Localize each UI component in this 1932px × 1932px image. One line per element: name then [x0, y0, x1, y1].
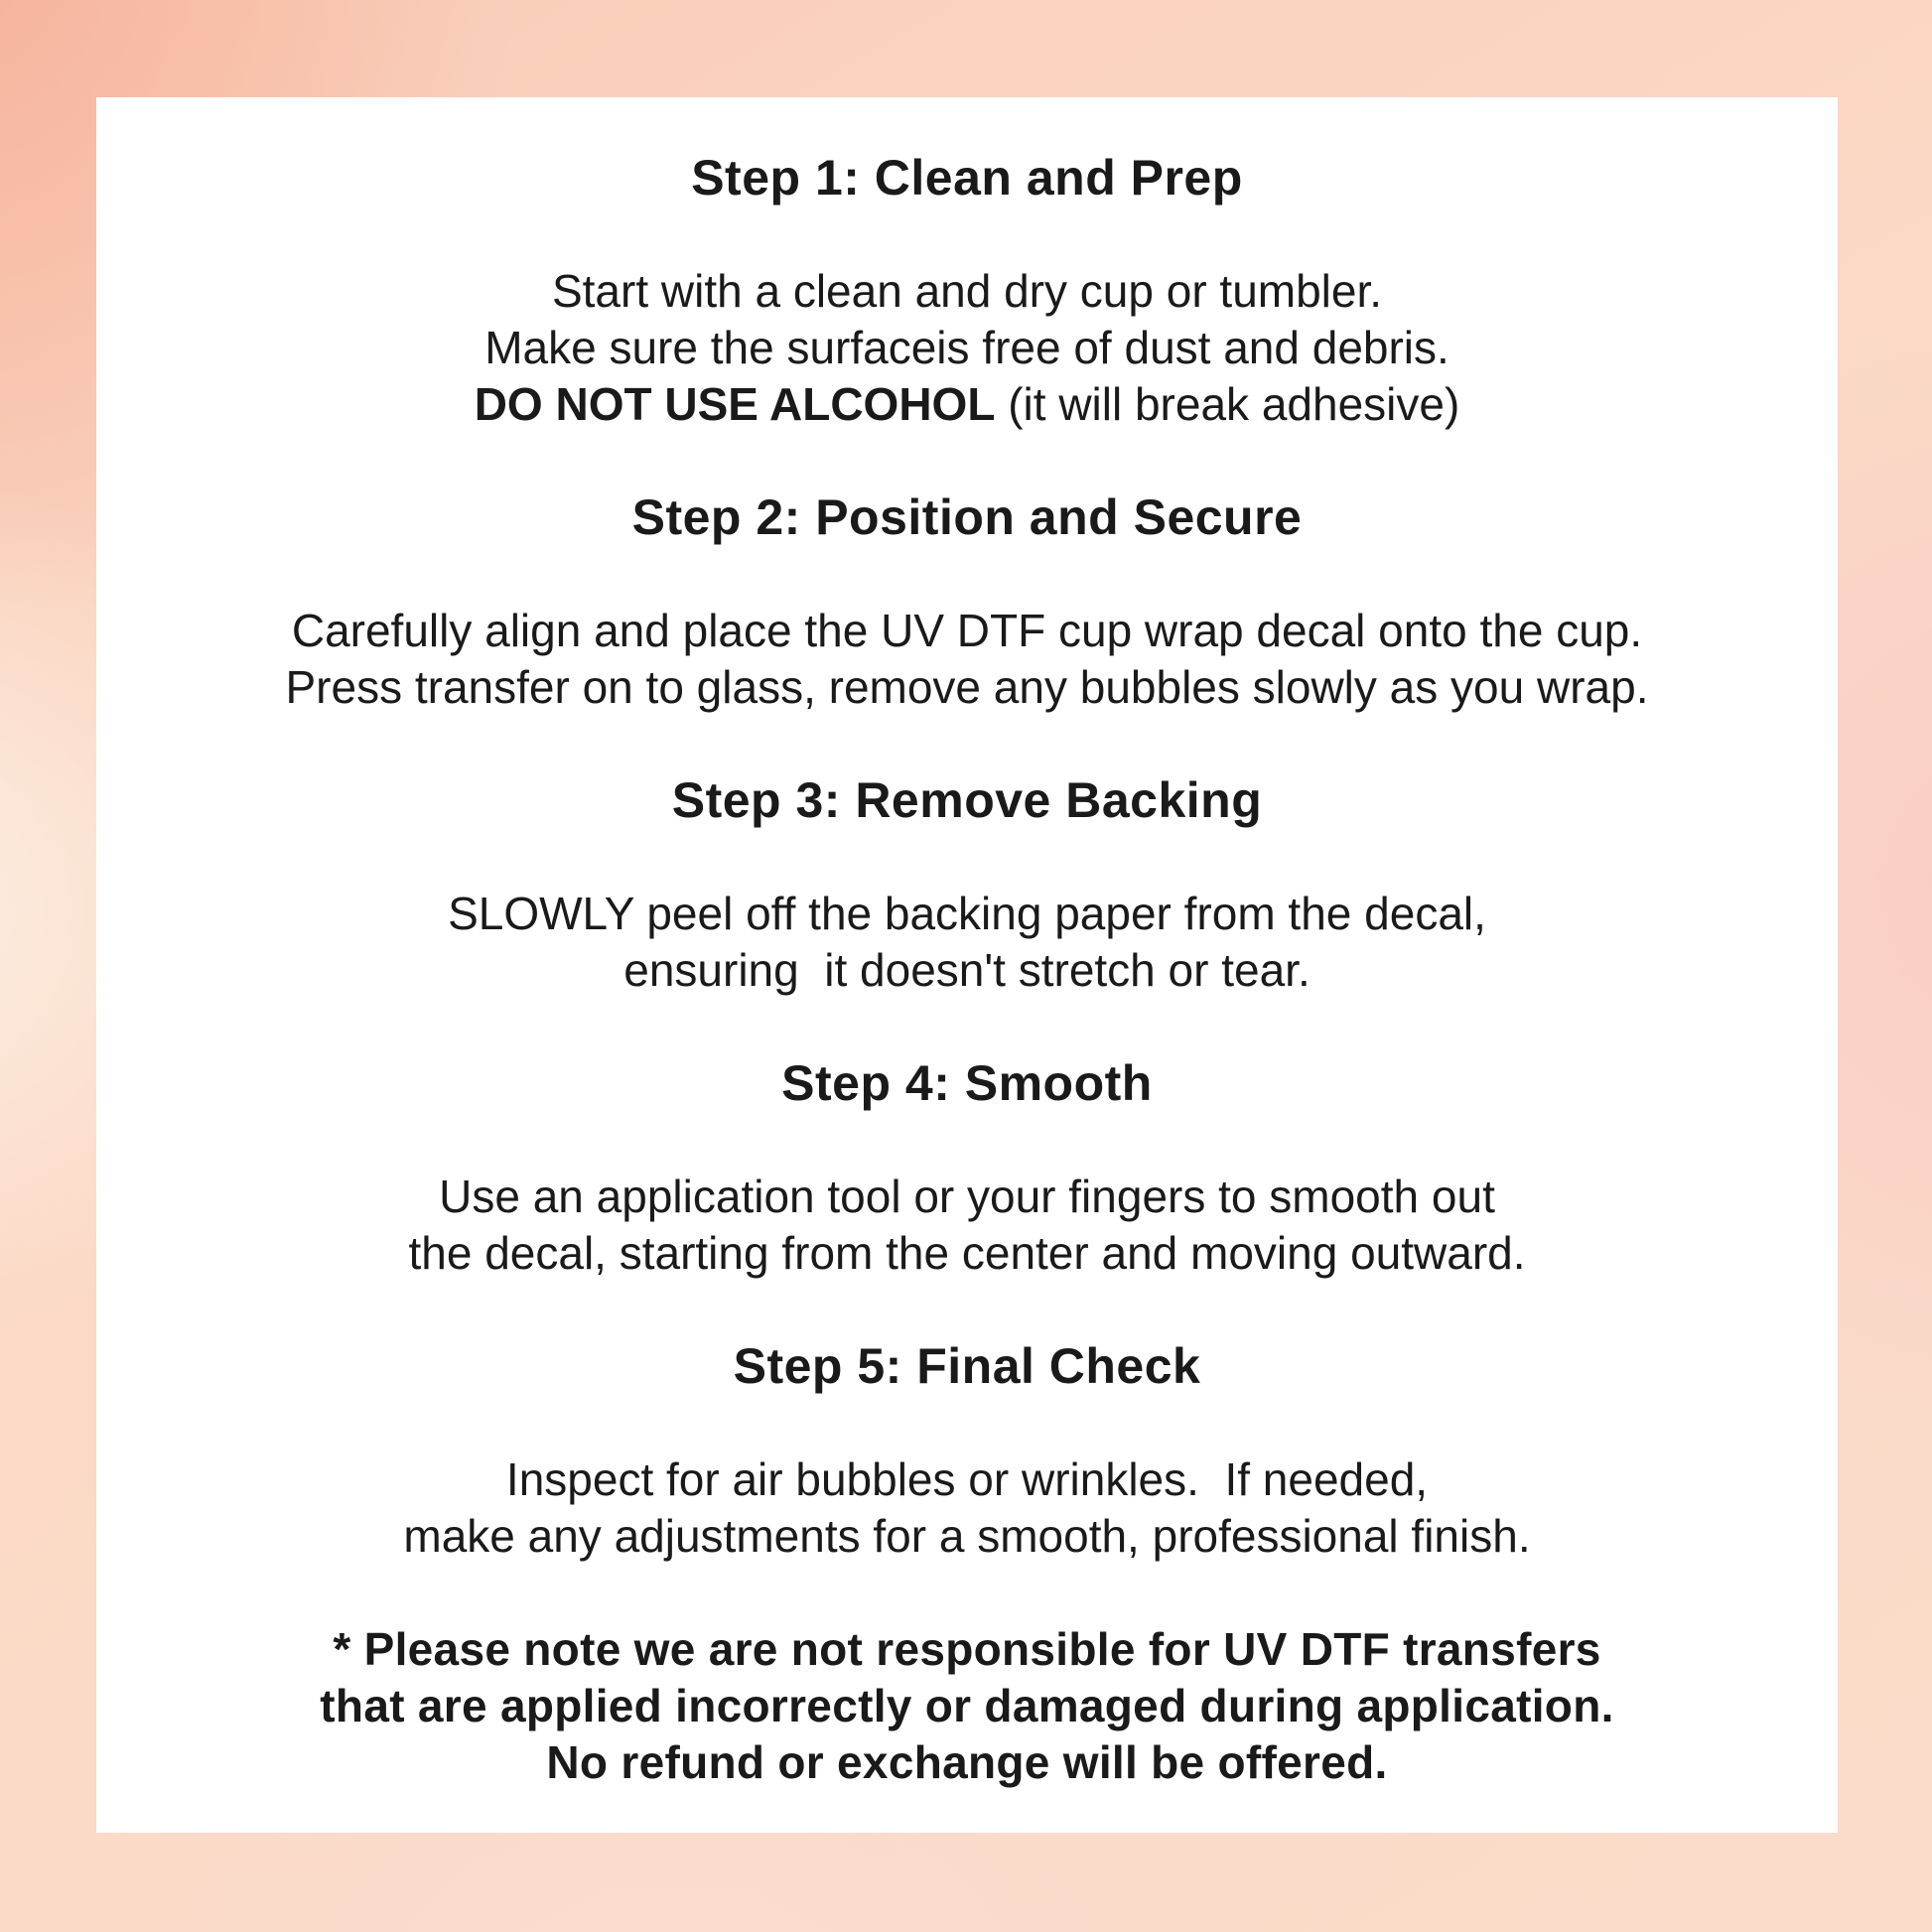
- step-5-line-2: make any adjustments for a smooth, professional finish.: [403, 1510, 1531, 1562]
- alcohol-warning-rest-text: (it will break adhesive): [995, 378, 1460, 430]
- step-4-heading: Step 4: Smooth: [781, 1055, 1153, 1111]
- step-3-heading: Step 3: Remove Backing: [671, 772, 1263, 828]
- disclaimer-line-3: No refund or exchange will be offered.: [546, 1736, 1388, 1788]
- alcohol-warning-bold-text: DO NOT USE ALCOHOL: [474, 378, 996, 430]
- step-2-heading: Step 2: Position and Secure: [631, 489, 1303, 545]
- step-4-line-1: Use an application tool or your fingers to smooth out: [439, 1171, 1495, 1222]
- step-4-line-2: the decal, starting from the center and moving outward.: [408, 1227, 1526, 1279]
- disclaimer-line-2: that are applied incorrectly or damaged during application.: [320, 1680, 1614, 1731]
- step-5-heading: Step 5: Final Check: [733, 1338, 1201, 1394]
- step-1-line-2: Make sure the surfaceis free of dust and debris.: [484, 322, 1449, 373]
- step-5-line-1: Inspect for air bubbles or wrinkles. If needed,: [505, 1453, 1429, 1505]
- step-2-section: [96, 489, 1838, 716]
- step-3-section: [96, 772, 1838, 999]
- step-3-line-2: ensuring it doesn't stretch or tear.: [623, 944, 1311, 996]
- disclaimer-line-1: * Please note we are not responsible for UV DTF transfers: [333, 1623, 1601, 1675]
- instructions-card: [96, 97, 1838, 1833]
- disclaimer-section: [96, 1621, 1838, 1791]
- step-1-warning-line: [96, 376, 1838, 433]
- step-2-line-2: Press transfer on to glass, remove any bubbles slowly as you wrap.: [285, 661, 1649, 713]
- step-5-section: [96, 1338, 1838, 1565]
- step-4-section: [96, 1055, 1838, 1282]
- step-3-line-1: SLOWLY peel off the backing paper from the decal,: [448, 888, 1486, 939]
- step-1-section: [96, 150, 1838, 433]
- step-2-line-1: Carefully align and place the UV DTF cup wrap decal onto the cup.: [291, 605, 1643, 656]
- step-1-heading: Step 1: Clean and Prep: [691, 150, 1243, 206]
- step-1-line-1: Start with a clean and dry cup or tumbler.: [551, 265, 1383, 317]
